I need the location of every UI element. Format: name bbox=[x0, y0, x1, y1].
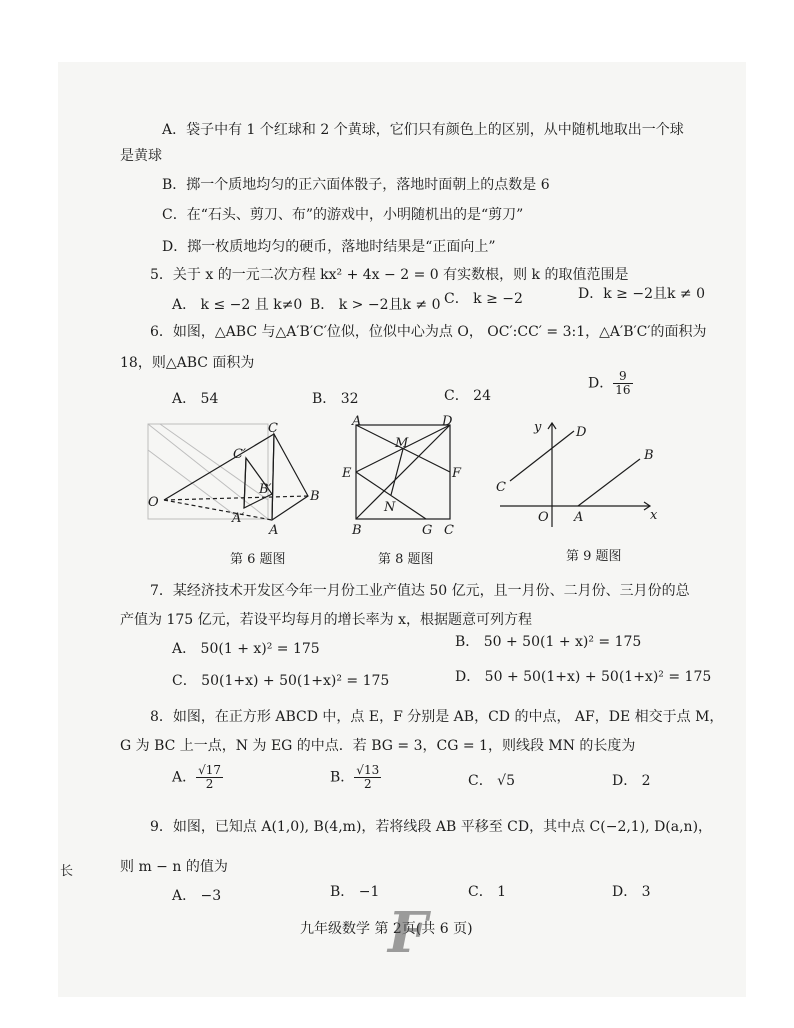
label-c: C bbox=[496, 480, 506, 495]
label-g: G bbox=[422, 523, 433, 538]
label-b: B bbox=[310, 489, 320, 504]
label-a: A bbox=[269, 523, 279, 538]
q6-stem-line1: 6．如图，△ABC 与△A′B′C′位似，位似中心为点 O， OC′:CC′ = 3:1，△A′B′C′的面积为 bbox=[150, 324, 707, 340]
figure-8 bbox=[340, 415, 470, 540]
q8-option-c: C． √5 bbox=[468, 773, 515, 789]
q6-option-d-prefix: D． bbox=[588, 375, 614, 392]
side-mark: 长 bbox=[60, 864, 74, 879]
q4-option-b: B．掷一个质地均匀的正六面体骰子，落地时面朝上的点数是 6 bbox=[162, 177, 550, 193]
segment-mn bbox=[391, 449, 403, 495]
segment-ab bbox=[578, 459, 640, 506]
page-footer: 九年级数学 第 2页(共 6 页) bbox=[300, 921, 473, 937]
q4-option-a-line1: A．袋子中有 1 个红球和 2 个黄球，它们只有颜色上的区别，从中随机地取出一个球 bbox=[162, 122, 684, 138]
figure-6-caption: 第 6 题图 bbox=[230, 552, 286, 567]
segment-cd bbox=[510, 431, 574, 481]
q5-option-b: B． k > −2且k ≠ 0 bbox=[310, 297, 441, 313]
q8-stem-line2: G 为 BC 上一点，N 为 EG 的中点．若 BG = 3，CG = 1，则线段 MN 的长度为 bbox=[120, 738, 636, 754]
q5-option-c: C． k ≥ −2 bbox=[444, 291, 523, 307]
q7-option-d: D． 50 + 50(1+x) + 50(1+x)² = 175 bbox=[455, 669, 712, 685]
label-y: y bbox=[534, 420, 542, 435]
label-b: B bbox=[644, 448, 654, 463]
q7-stem-line1: 7．某经济技术开发区今年一月份工业产值达 50 亿元，且一月份、二月份、三月份的总 bbox=[150, 583, 690, 599]
label-a: A bbox=[352, 415, 362, 429]
label-a: A bbox=[574, 510, 584, 525]
q9-option-c: C． 1 bbox=[468, 884, 507, 900]
q9-option-d: D． 3 bbox=[612, 884, 651, 900]
q8-option-b-prefix: B． bbox=[330, 769, 355, 786]
q8-option-a-fraction bbox=[196, 764, 223, 791]
q9-option-b: B． −1 bbox=[330, 884, 380, 900]
figure-8-caption: 第 8 题图 bbox=[378, 552, 434, 567]
figure-9-caption: 第 9 题图 bbox=[566, 549, 622, 564]
label-b: B bbox=[352, 523, 362, 538]
q7-option-b: B． 50 + 50(1 + x)² = 175 bbox=[455, 634, 642, 650]
figure-9 bbox=[490, 415, 670, 530]
label-c-prime: C′ bbox=[233, 447, 246, 462]
q8-option-a bbox=[172, 764, 223, 791]
q8-option-a-prefix: A． bbox=[172, 769, 197, 786]
q8-stem-line1: 8．如图，在正方形 ABCD 中，点 E，F 分别是 AB，CD 的中点， AF，DE 相交于点 M， bbox=[150, 709, 724, 725]
label-a-prime: A′ bbox=[232, 511, 245, 526]
q7-stem-line2: 产值为 175 亿元，若设平均每月的增长率为 x，根据题意可列方程 bbox=[120, 612, 532, 628]
q7-option-a: A． 50(1 + x)² = 175 bbox=[172, 641, 320, 657]
q6-option-d-fraction bbox=[613, 370, 632, 397]
watermark-letter: F bbox=[388, 900, 428, 966]
label-n: N bbox=[384, 500, 396, 515]
label-d: D bbox=[442, 415, 453, 429]
q6-option-d-denominator: 16 bbox=[615, 383, 631, 397]
triangle-abc bbox=[272, 434, 308, 520]
label-e: E bbox=[342, 466, 352, 481]
q8-option-b-numerator: √13 bbox=[356, 763, 380, 777]
label-f: F bbox=[452, 466, 462, 481]
q4-option-c: C．在“石头、剪刀、布”的游戏中，小明随机出的是“剪刀” bbox=[162, 207, 524, 223]
label-c: C bbox=[444, 523, 454, 538]
q6-option-d bbox=[588, 370, 633, 397]
ray-oc bbox=[164, 434, 274, 500]
q7-option-c: C． 50(1+x) + 50(1+x)² = 175 bbox=[172, 673, 390, 689]
q9-stem-line1: 9．如图，已知点 A(1,0), B(4,m)，若将线段 AB 平移至 CD，其中点 C(−2,1), D(a,n)， bbox=[150, 819, 713, 835]
q8-option-d: D． 2 bbox=[612, 773, 651, 789]
label-c: C bbox=[268, 421, 278, 436]
q8-option-a-numerator: √17 bbox=[198, 763, 222, 777]
q6-option-d-numerator: 9 bbox=[613, 370, 632, 384]
q8-option-b bbox=[330, 764, 381, 791]
q9-option-a: A． −3 bbox=[172, 888, 222, 904]
label-x: x bbox=[650, 508, 658, 523]
q8-option-a-denominator: 2 bbox=[205, 777, 214, 791]
label-b-prime: B′ bbox=[259, 482, 272, 497]
q6-option-a: A． 54 bbox=[172, 391, 219, 407]
q5-stem: 5．关于 x 的一元二次方程 kx² + 4x − 2 = 0 有实数根，则 k 的取值范围是 bbox=[150, 267, 629, 283]
q6-option-b: B． 32 bbox=[312, 391, 359, 407]
q5-option-a: A． k ≤ −2 且 k≠0 bbox=[172, 297, 303, 313]
figure-6 bbox=[140, 420, 330, 540]
label-o: O bbox=[538, 510, 549, 525]
ray-ob bbox=[164, 496, 308, 500]
q9-stem-line2: 则 m − n 的值为 bbox=[120, 859, 228, 875]
label-o: O bbox=[148, 495, 159, 510]
q8-option-b-denominator: 2 bbox=[363, 777, 372, 791]
label-d: D bbox=[576, 425, 587, 440]
q6-option-c: C． 24 bbox=[444, 388, 491, 404]
segment-ac bbox=[272, 434, 274, 520]
q4-option-d: D．掷一枚质地均匀的硬币，落地时结果是“正面向上” bbox=[162, 239, 496, 255]
label-m: M bbox=[395, 436, 409, 451]
q4-option-a-line2: 是黄球 bbox=[120, 148, 162, 164]
q6-stem-line2: 18，则△ABC 面积为 bbox=[120, 355, 255, 371]
q8-option-b-fraction bbox=[354, 764, 381, 791]
q5-option-d: D．k ≥ −2且k ≠ 0 bbox=[578, 286, 705, 302]
